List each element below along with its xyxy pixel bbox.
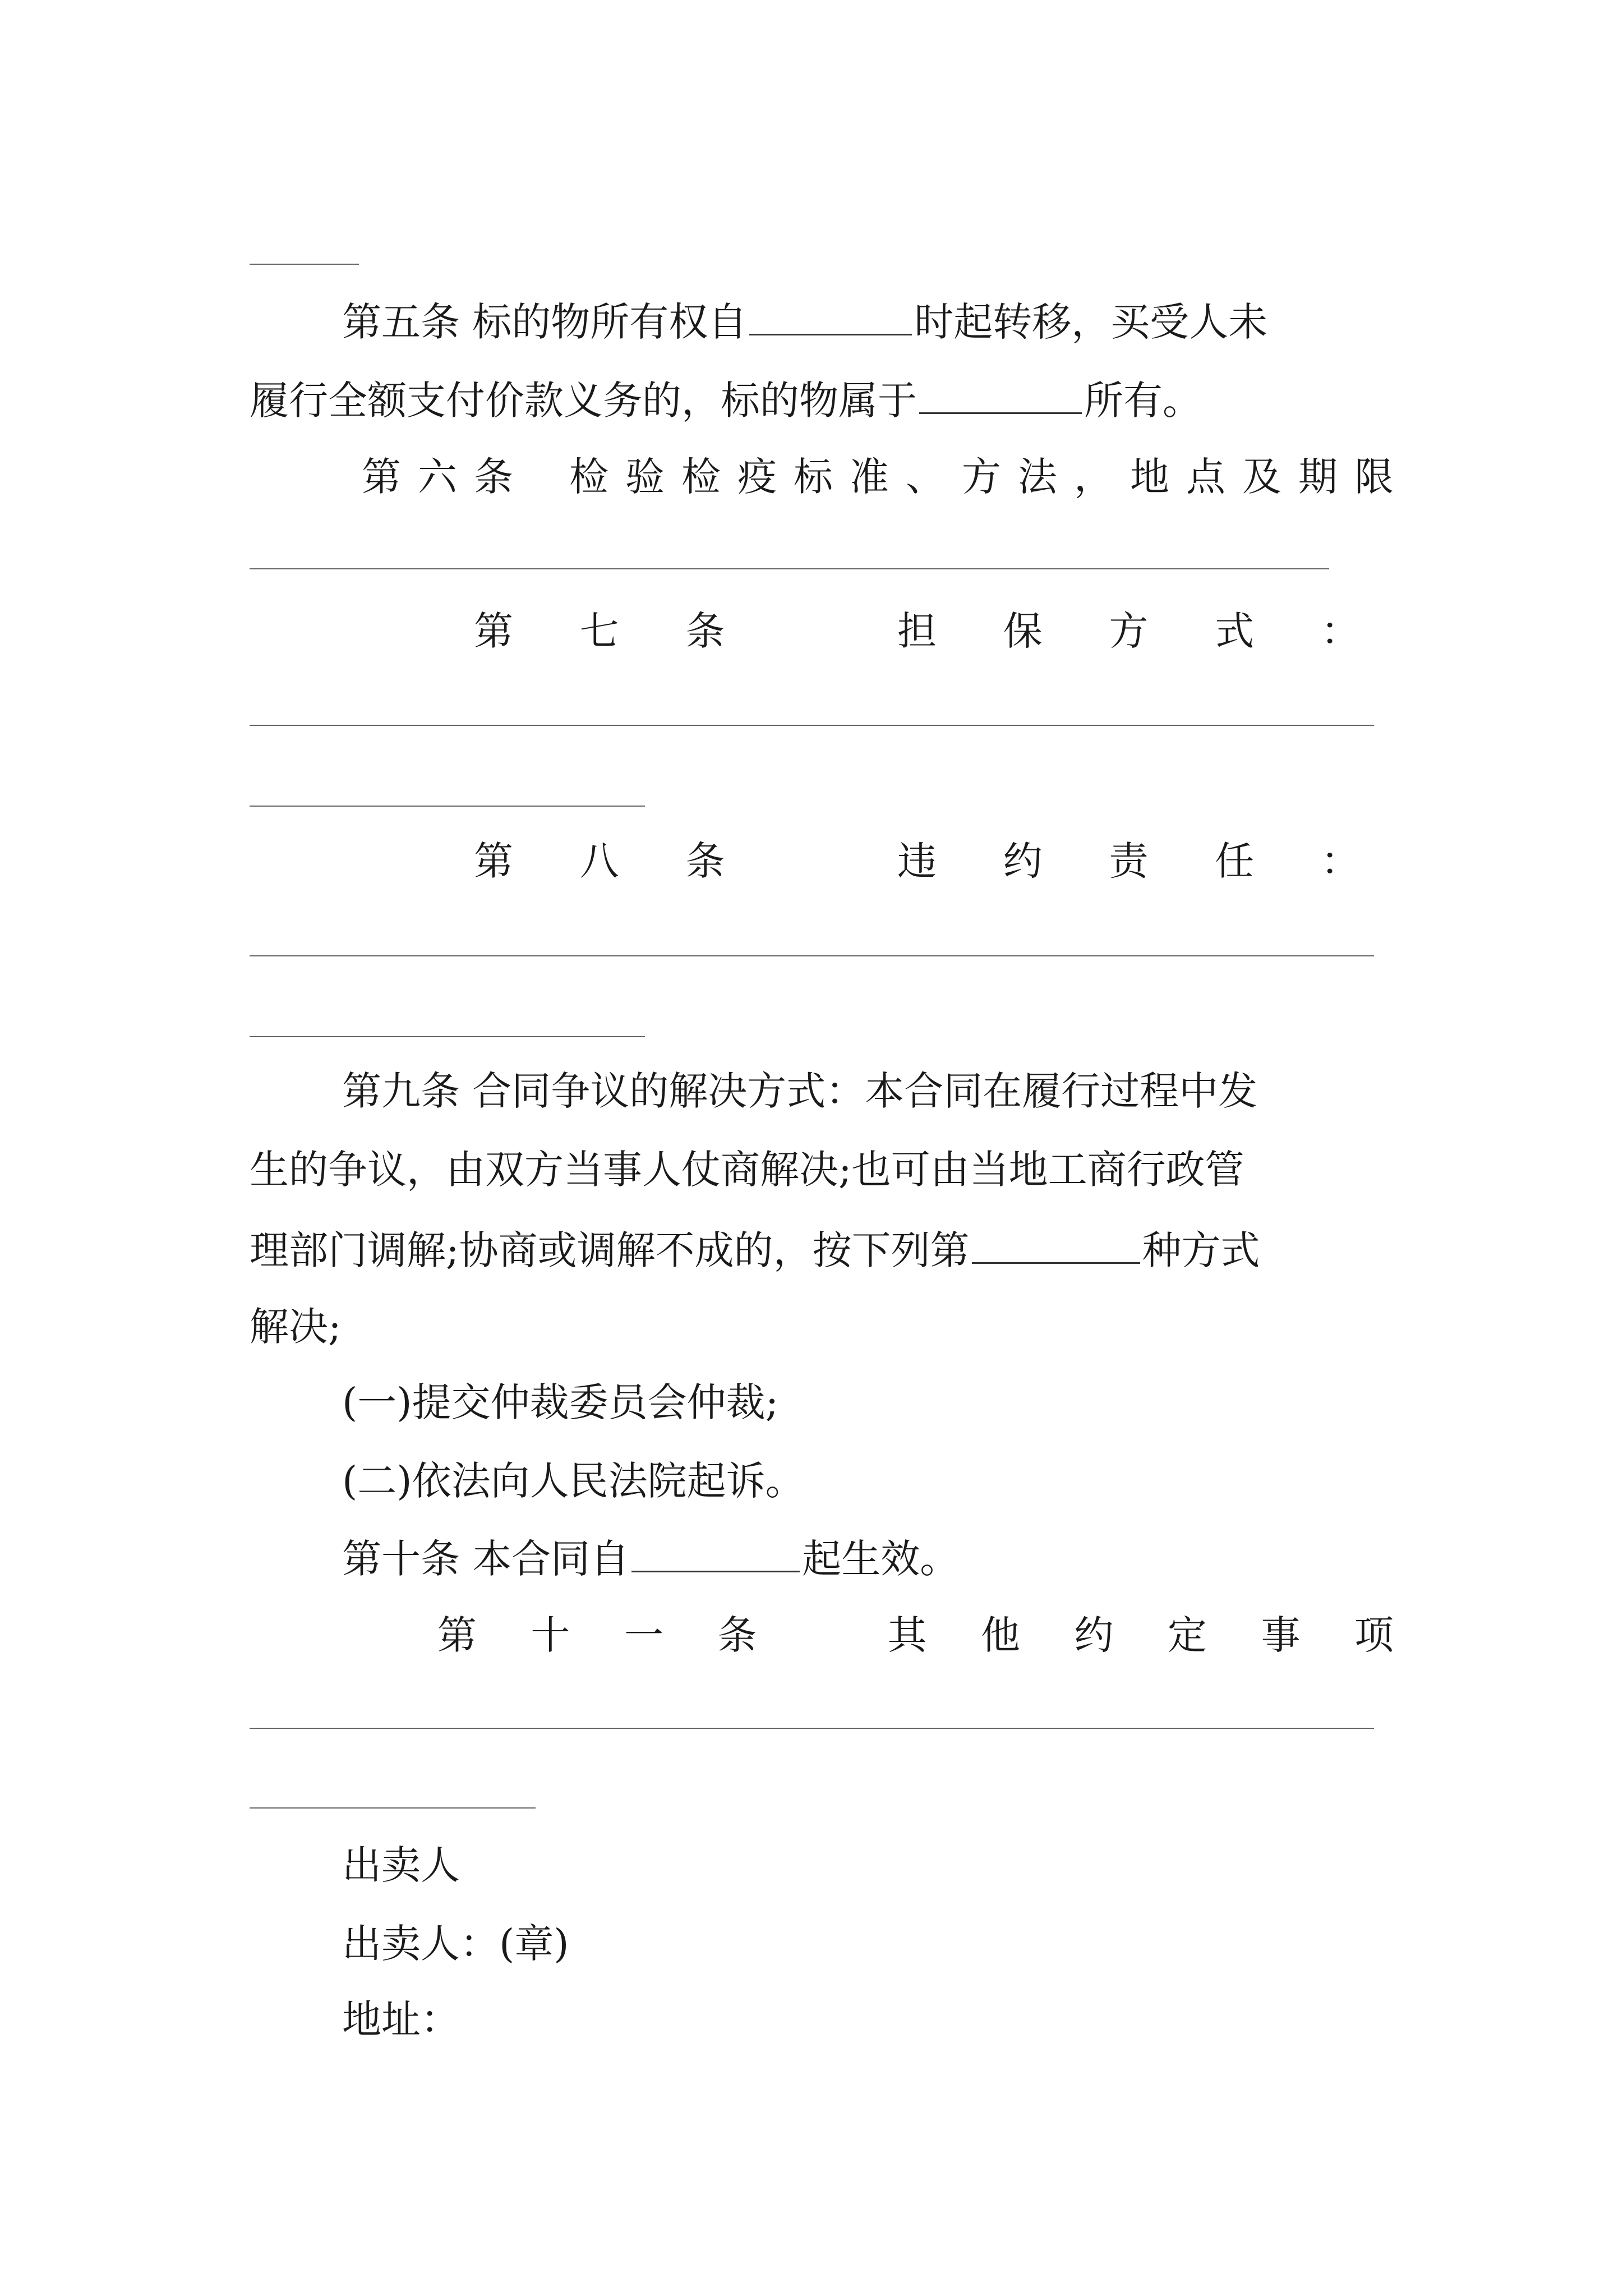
blank-field[interactable] [749,295,912,335]
article-9-line-4: 解决; [250,1304,342,1350]
article-8-heading: 第 八 条 违 约 责 任 ： [474,838,1360,884]
address-label: 地址： [342,1996,460,2042]
article-10: 第十条 本合同自 起生效。 [342,1531,1394,1584]
fill-rule [250,264,359,265]
article-5-line-1: 第五条 标的物所有权自 时起转移，买受人未 [342,295,1394,347]
fill-rule[interactable] [250,1036,645,1037]
fill-rule[interactable] [250,1728,1374,1729]
fill-rule[interactable] [250,806,645,807]
article-7-heading: 第 七 条 担 保 方 式 ： [474,608,1360,654]
fill-rule[interactable] [250,1807,536,1809]
seller-label: 出卖人 [342,1842,460,1888]
blank-field[interactable] [972,1223,1140,1264]
fill-rule[interactable] [250,568,1329,569]
article-9-line-2: 生的争议，由双方当事人仗商解决;也可由当地工商行政管 [250,1147,1244,1193]
blank-field[interactable] [919,373,1082,414]
option-2: (二)依法向人民法院起诉。 [342,1458,805,1504]
fill-rule[interactable] [250,725,1374,726]
seller-seal: 出卖人：(章) [342,1921,569,1967]
article-9-line-1: 第九条 合同争议的解决方式：本合同在履行过程中发 [342,1068,1258,1114]
article-9-line-3: 理部门调解;协商或调解不成的，按下列第 种方式 [250,1223,1394,1276]
blank-field[interactable] [631,1531,800,1572]
article-5-line-2: 履行全额支付价款义务的，标的物属于 所有。 [250,373,1394,426]
article-11-heading: 第 十 一 条 其 他 约 定 事 项 [437,1612,1394,1658]
article-6-heading: 第 六 条 检 验 检 疫 标 准 、 方 法 ， 地 点 及 期 限 [362,454,1394,500]
fill-rule[interactable] [250,955,1374,956]
option-1: (一)提交仲裁委员会仲裁; [342,1379,779,1425]
